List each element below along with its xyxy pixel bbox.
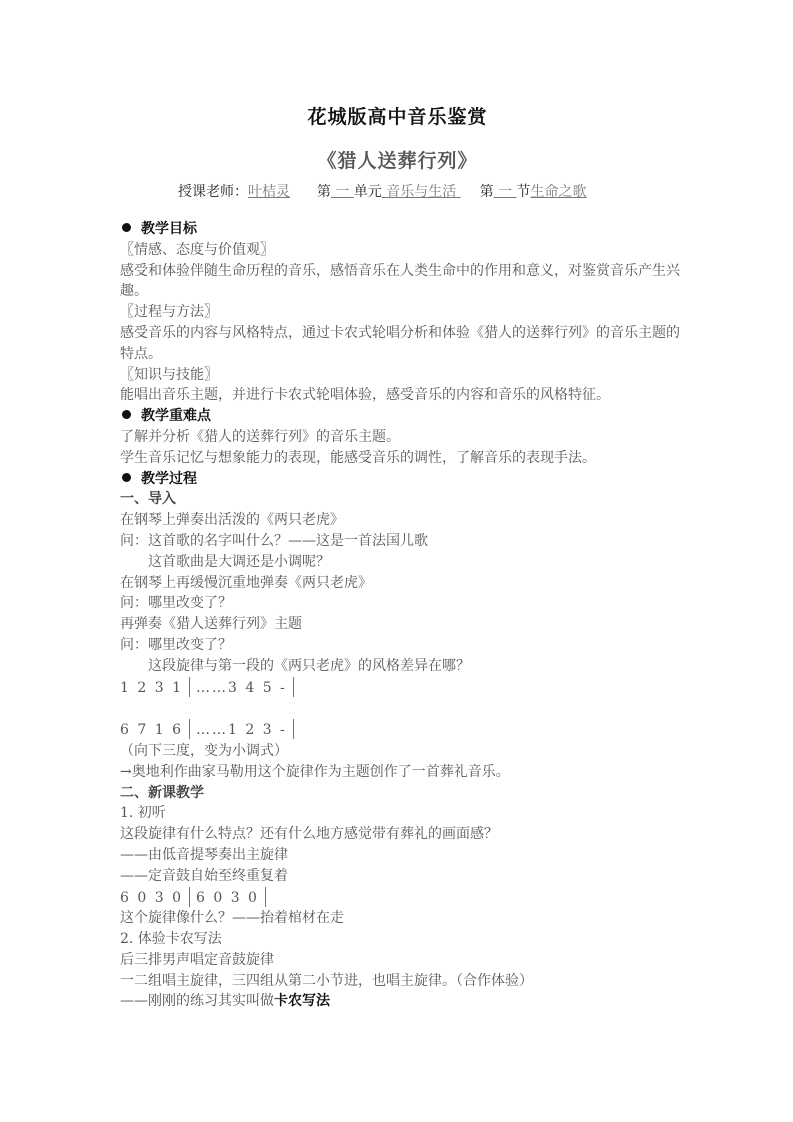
process-label: 〖过程与方法〗 (120, 304, 218, 321)
drum-notation (120, 887, 680, 909)
minor-note: （向下三度，变为小调式） (120, 742, 288, 759)
unit-name (382, 184, 461, 200)
new-lesson-heading: 二、新课教学 (120, 784, 204, 801)
notation-measure: 1 2 3 1 (120, 679, 183, 696)
lesson-title: 《猎人送葬行列》 (317, 150, 478, 172)
process-text: 感受音乐的内容与风格特点，通过卡农式轮唱分析和体验《猎人的送葬行列》的音乐主题的特点。 (120, 324, 680, 362)
notation-major (120, 677, 680, 699)
key-points-heading (120, 406, 680, 427)
key-points-heading-text: 教学重难点 (141, 408, 211, 425)
process-heading-text: 教学过程 (141, 470, 197, 487)
section-suffix: 节 (516, 184, 531, 200)
teacher-name: 叶桔灵 (248, 184, 290, 200)
canon-line-3-prefix: ——刚刚的练习其实叫做 (120, 993, 274, 1010)
barline (265, 887, 266, 907)
canon-line-2: 一二组唱主旋律，三四组从第二小节进，也唱主旋律。（合作体验） (120, 972, 533, 989)
process-heading (120, 469, 680, 490)
intro-line: 再弹奏《猎人送葬行列》主题 (120, 616, 302, 633)
intro-line: 在钢琴上再缓慢沉重地弹奏《两只老虎》 (120, 574, 372, 591)
question-2: 这个旋律像什么？——抬着棺材在走 (120, 910, 344, 927)
key-point-2: 学生音乐记忆与想象能力的表现，能感受音乐的调性，了解音乐的表现手法。 (120, 449, 596, 466)
answer-2: ——定音鼓自始至终重复着 (120, 867, 288, 884)
lesson-body (120, 219, 680, 1012)
question-1: 这段旋律有什么特点？还有什么地方感觉带有葬礼的画面感？ (120, 826, 498, 843)
notation-measure: 6 7 1 6 (120, 722, 183, 739)
barline (293, 719, 294, 739)
intro-line: 这段旋律与第一段的《两只老虎》的风格差异在哪？ (148, 657, 470, 674)
intro-line: 问：哪里改变了？ (120, 595, 232, 612)
notation-measure: 6 0 3 0 (195, 889, 259, 906)
notation-measure: ……1 2 3 - (195, 722, 287, 739)
bullet-icon (122, 410, 131, 419)
bullet-icon (122, 473, 131, 482)
section-number-text: 一 (498, 184, 513, 200)
barline (189, 677, 190, 697)
canon-heading: 2. 体验卡农写法 (120, 931, 222, 948)
document-title: 花城版高中音乐鉴赏 (307, 106, 488, 128)
unit-name-text: 音乐与生活 (386, 184, 457, 200)
skill-label: 〖知识与技能〗 (120, 366, 218, 383)
emotion-text: 感受和体验伴随生命历程的音乐，感悟音乐在人类生命中的作用和意义，对鉴赏音乐产生兴趣。 (120, 262, 680, 300)
canon-term: 卡农写法 (274, 993, 330, 1010)
section-prefix: 第 (479, 184, 494, 200)
emotion-label: 〖情感、态度与价值观〗 (120, 241, 274, 258)
unit-prefix: 第 (316, 184, 331, 200)
unit-suffix: 单元 (353, 184, 382, 200)
notation-minor (120, 719, 680, 741)
unit-number (331, 184, 354, 200)
intro-line: 问：哪里改变了？ (120, 636, 232, 653)
unit-number-text: 一 (335, 184, 350, 200)
intro-line: 问：这首歌的名字叫什么？——这是一首法国儿歌 (120, 532, 428, 549)
teacher-label: 授课老师： (178, 184, 248, 200)
barline (293, 677, 294, 697)
section-name: 生命之歌 (530, 184, 587, 200)
intro-line: 这首歌曲是大调还是小调呢？ (148, 553, 330, 570)
bullet-icon (122, 223, 131, 232)
barline (189, 719, 190, 739)
notation-measure: 6 0 3 0 (120, 889, 183, 906)
intro-line: 在钢琴上弹奏出活泼的《两只老虎》 (120, 512, 344, 529)
objectives-heading-text: 教学目标 (141, 221, 197, 237)
skill-text: 能唱出音乐主题，并进行卡农式轮唱体验，感受音乐的内容和音乐的风格特征。 (120, 387, 610, 404)
objectives-heading (120, 219, 680, 240)
barline (189, 887, 190, 907)
notation-measure: ……3 4 5 - (195, 679, 287, 696)
mahler-line: →奥地利作曲家马勒用这个旋律作为主题创作了一首葬礼音乐。 (120, 763, 510, 780)
canon-line-3 (120, 991, 680, 1012)
canon-line-1: 后三排男声唱定音鼓旋律 (120, 951, 274, 968)
lesson-info (178, 181, 587, 201)
section-number (494, 184, 517, 200)
answer-1: ——由低音提琴奏出主旋律 (120, 846, 288, 863)
blank-line (120, 698, 680, 719)
first-listen-label: 1. 初听 (120, 805, 166, 822)
intro-heading: 一、导入 (120, 491, 176, 508)
key-point-1: 了解并分析《猎人的送葬行列》的音乐主题。 (120, 428, 400, 445)
